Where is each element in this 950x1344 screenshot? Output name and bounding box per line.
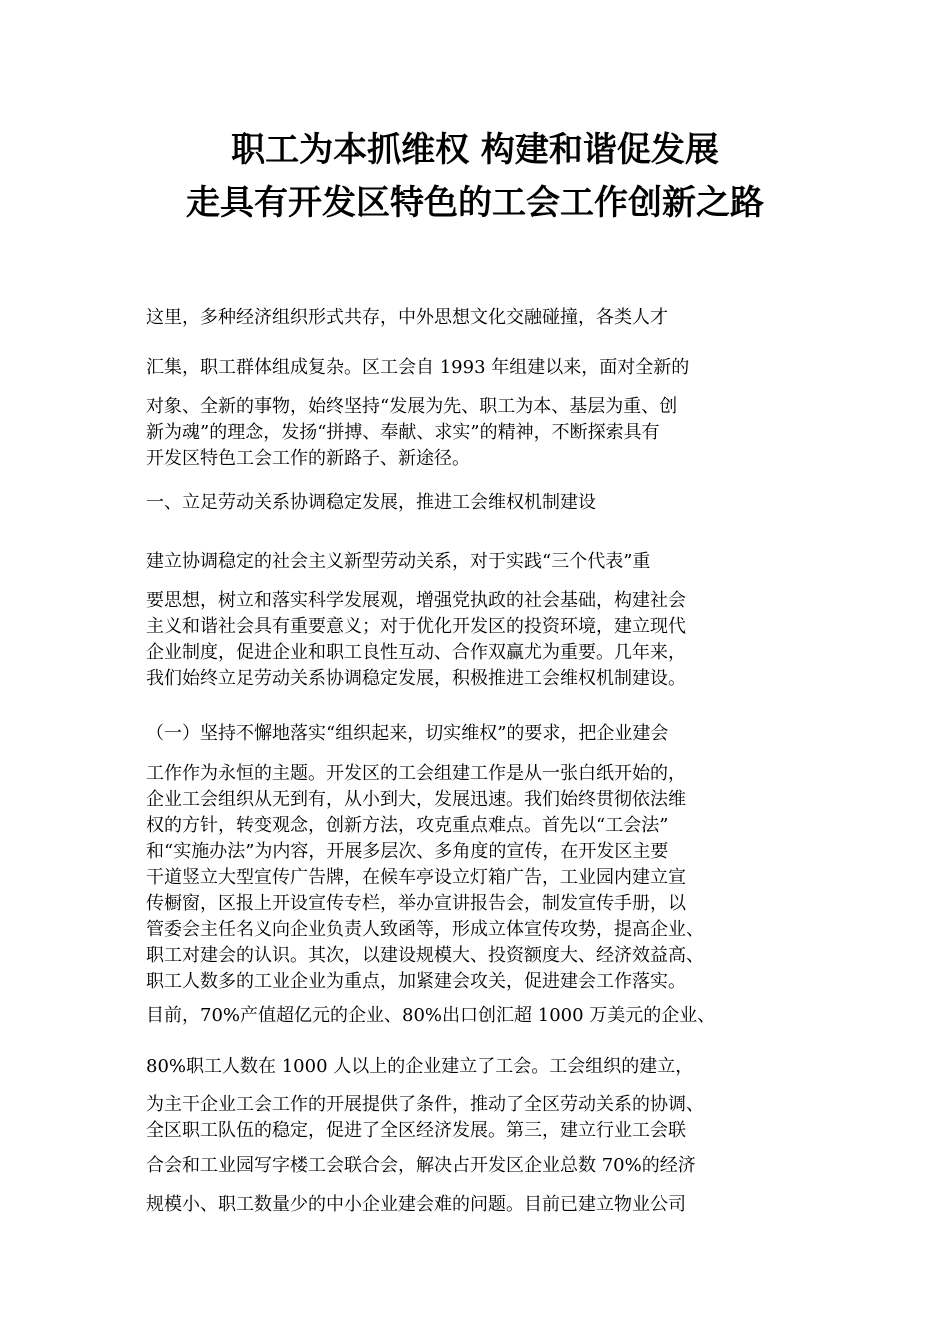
subsection-line: 全区职工队伍的稳定，促进了全区经济发展。第三，建立行业工会联 [146, 1120, 686, 1141]
subsection-line: 职工对建会的认识。其次，以建设规模大、投资额度大、经济效益高、 [146, 945, 704, 966]
intro-line: 开发区特色工会工作的新路子、新途径。 [146, 448, 470, 469]
paragraph-line: 我们始终立足劳动关系协调稳定发展，积极推进工会维权机制建设。 [146, 668, 686, 689]
subsection-line: 工作作为永恒的主题。开发区的工会组建工作是从一张白纸开始的， [146, 763, 686, 784]
section-heading: 一、立足劳动关系协调稳定发展，推进工会维权机制建设 [146, 492, 596, 513]
subsection-line: 企业工会组织从无到有，从小到大，发展迅速。我们始终贯彻依法维 [146, 789, 686, 810]
subsection-line: （一）坚持不懈地落实“组织起来，切实维权”的要求，把企业建会 [146, 723, 669, 744]
subsection-line: 80%职工人数在 1000 人以上的企业建立了工会。工会组织的建立， [146, 1056, 694, 1077]
paragraph-line: 企业制度，促进企业和职工良性互动、合作双赢尤为重要。几年来， [146, 642, 686, 663]
intro-line: 新为魂”的理念，发扬“拼搏、奉献、求实”的精神，不断探索具有 [146, 422, 660, 443]
document-title-line-2: 走具有开发区特色的工会工作创新之路 [186, 183, 764, 223]
subsection-line: 合会和工业园写字楼工会联合会，解决占开发区企业总数 70%的经济 [146, 1155, 696, 1176]
subsection-line: 管委会主任名义向企业负责人致函等，形成立体宣传攻势，提高企业、 [146, 919, 704, 940]
subsection-line: 规模小、职工数量少的中小企业建会难的问题。目前已建立物业公司 [146, 1194, 686, 1215]
subsection-line: 目前，70%产值超亿元的企业、80%出口创汇超 1000 万美元的企业、 [146, 1005, 716, 1026]
subsection-line: 权的方针，转变观念，创新方法，攻克重点难点。首先以“工会法” [146, 815, 669, 836]
intro-line: 这里，多种经济组织形式共存，中外思想文化交融碰撞，各类人才 [146, 307, 668, 328]
subsection-line: 传橱窗，区报上开设宣传专栏，举办宣讲报告会，制发宣传手册，以 [146, 893, 686, 914]
paragraph-line: 建立协调稳定的社会主义新型劳动关系，对于实践“三个代表”重 [146, 551, 651, 572]
document-title-line-1: 职工为本抓维权 构建和谐促发展 [231, 130, 719, 170]
intro-line: 汇集，职工群体组成复杂。区工会自 1993 年组建以来，面对全新的 [146, 357, 690, 378]
subsection-line: 职工人数多的工业企业为重点，加紧建会攻关，促进建会工作落实。 [146, 971, 686, 992]
subsection-line: 和“实施办法”为内容，开展多层次、多角度的宣传，在开发区主要 [146, 841, 669, 862]
paragraph-line: 主义和谐社会具有重要意义；对于优化开发区的投资环境，建立现代 [146, 616, 686, 637]
intro-line: 对象、全新的事物，始终坚持“发展为先、职工为本、基层为重、创 [146, 396, 678, 417]
subsection-line: 为主干企业工会工作的开展提供了条件，推动了全区劳动关系的协调、 [146, 1094, 704, 1115]
subsection-line: 干道竖立大型宣传广告牌，在候车亭设立灯箱广告，工业园内建立宣 [146, 867, 686, 888]
paragraph-line: 要思想，树立和落实科学发展观，增强党执政的社会基础，构建社会 [146, 590, 686, 611]
